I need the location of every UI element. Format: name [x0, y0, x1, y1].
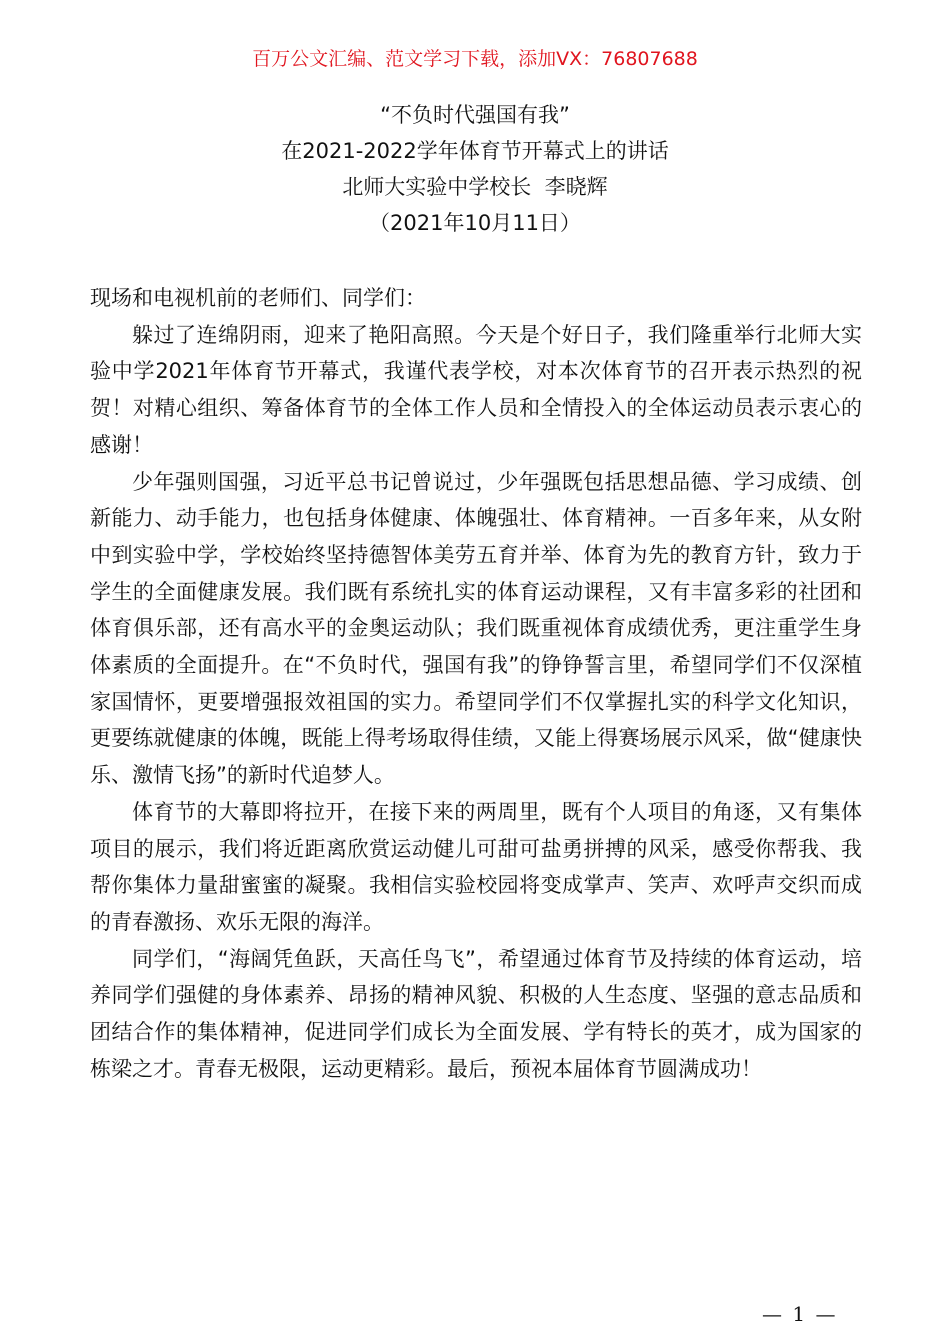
salutation: 现场和电视机前的老师们、同学们： — [90, 286, 426, 310]
speech-subtitle: 在2021-2022学年体育节开幕式上的讲话 — [281, 139, 669, 163]
title-block — [0, 97, 950, 241]
paragraph-3: 体育节的大幕即将拉开，在接下来的两周里，既有个人项目的角逐，又有集体项目的展示，我们将近距离欣赏运动健儿可甜可盐勇拼搏的风采，感受你帮我、我帮你集体力量甜蜜蜜的凝聚。我相信实验校园将变成掌声、笑声、欢呼声交织而成的青春激扬、欢乐无限的海洋。 — [90, 799, 862, 934]
speech-body — [90, 280, 862, 1087]
page-number: — 1 — — [762, 1302, 838, 1326]
paragraph-1: 躲过了连绵阴雨，迎来了艳阳高照。今天是个好日子，我们隆重举行北师大实验中学2021年体育节开幕式，我谨代表学校，对本次体育节的召开表示热烈的祝贺！对精心组织、筹备体育节的全体工作人员和全情投入的全体运动员表示衷心的感谢！ — [90, 322, 862, 457]
speaker-line: 北师大实验中学校长 李晓辉 — [342, 175, 608, 199]
paragraph-2: 少年强则国强，习近平总书记曾说过，少年强既包括思想品德、学习成绩、创新能力、动手能力，也包括身体健康、体魄强壮、体育精神。一百多年来，从女附中到实验中学，学校始终坚持德智体美劳五育并举、体育为先的教育方针，致力于学生的全面健康发展。我们既有系统扎实的体育运动课程，又有丰富多彩的社团和体育俱乐部，还有高水平的金奥运动队；我们既重视体育成绩优秀，更注重学生身体素质的全面提升。在“不负时代，强国有我”的铮铮誓言里，希望同学们不仅深植家国情怀，更要增强报效祖国的实力。希望同学们不仅掌握扎实的科学文化知识，更要练就健康的体魄，既能上得考场取得佳绩，又能上得赛场展示风采，做“健康快乐、激情飞扬”的新时代追梦人。 — [90, 469, 862, 788]
header-banner: 百万公文汇编、范文学习下载，添加VX：76807688 — [252, 48, 698, 70]
speech-title: “不负时代强国有我” — [380, 103, 570, 127]
speech-date: （2021年10月11日） — [369, 211, 581, 235]
paragraph-4: 同学们，“海阔凭鱼跃，天高任鸟飞”，希望通过体育节及持续的体育运动，培养同学们强健的身体素养、昂扬的精神风貌、积极的人生态度、坚强的意志品质和团结合作的集体精神，促进同学们成长为全面发展、学有特长的英才，成为国家的栋梁之才。青春无极限，运动更精彩。最后，预祝本届体育节圆满成功！ — [90, 946, 862, 1081]
